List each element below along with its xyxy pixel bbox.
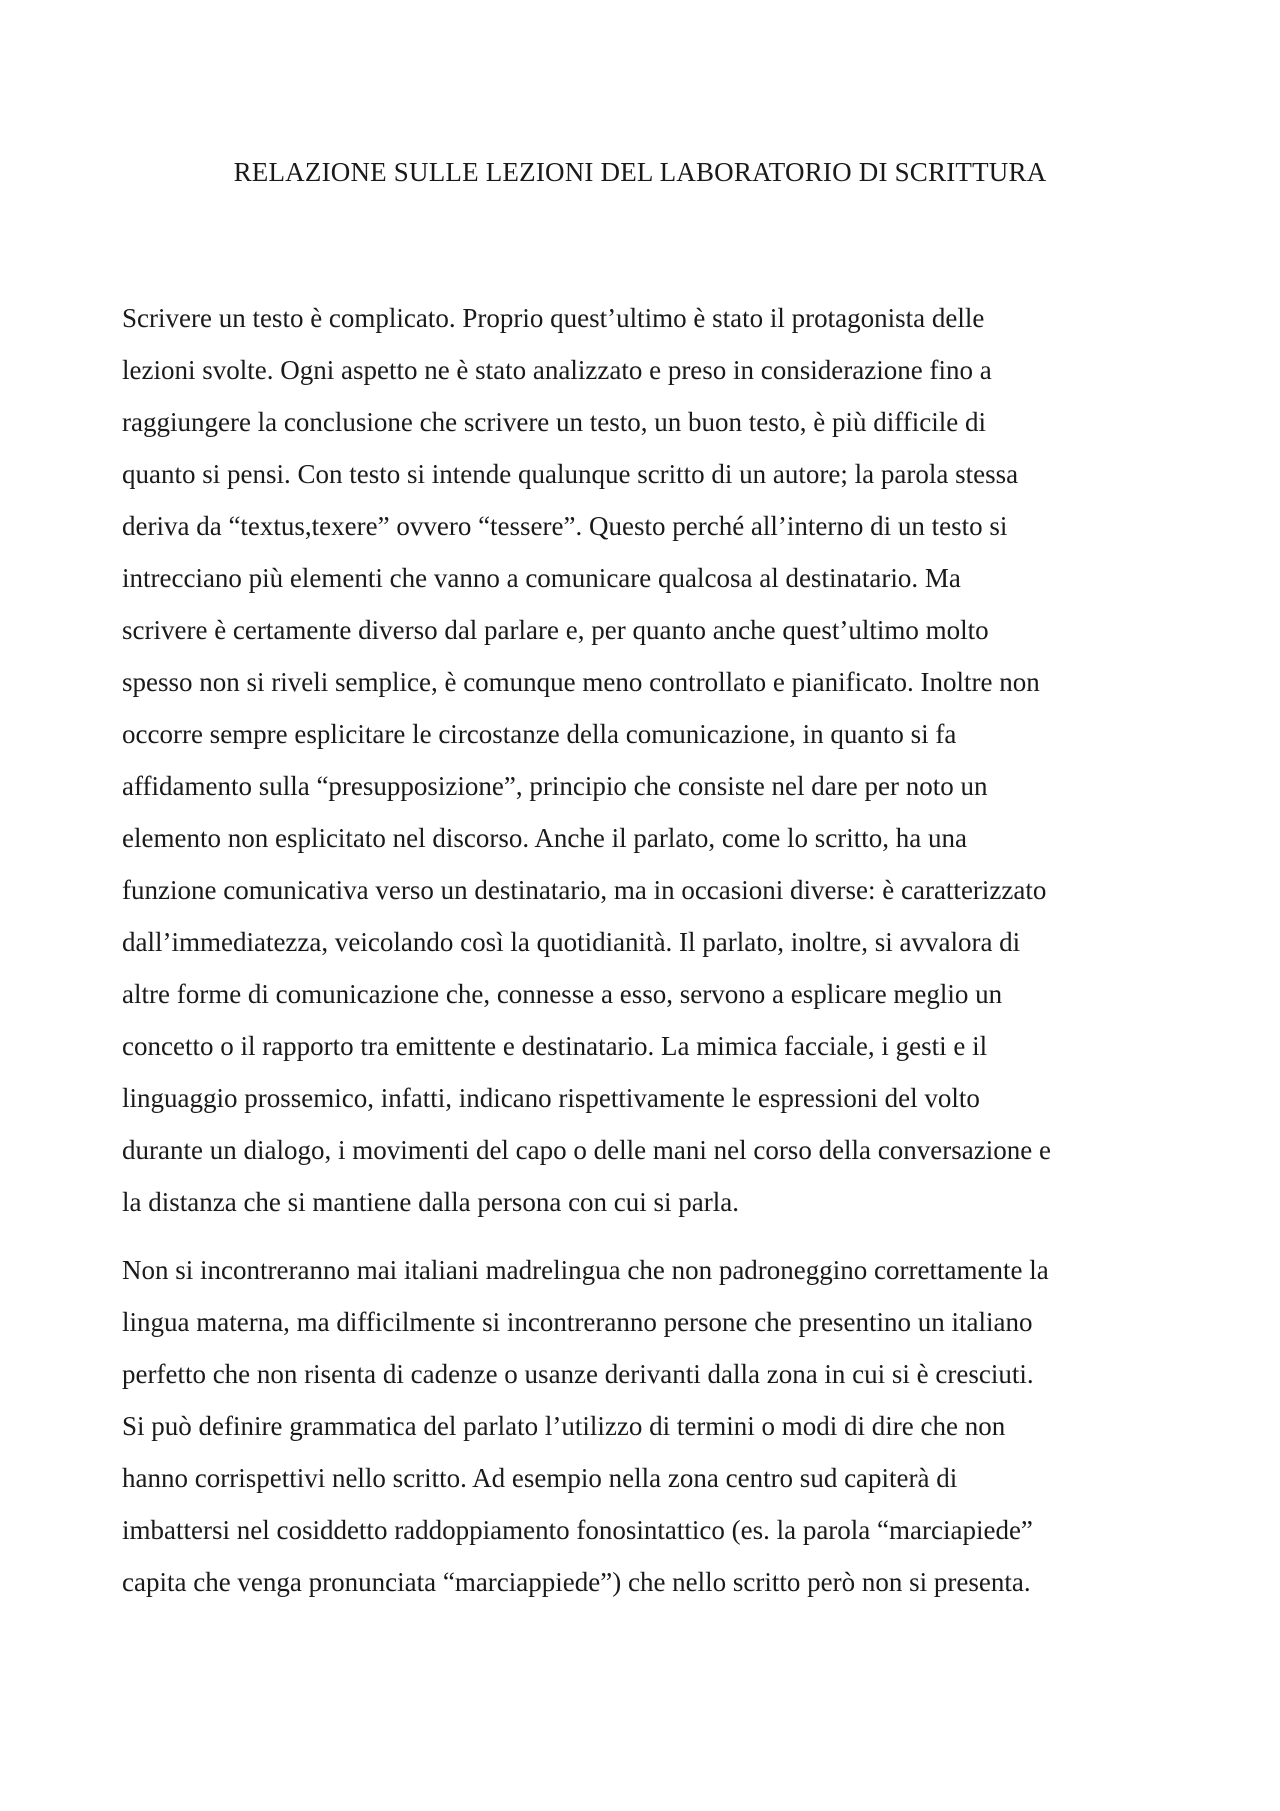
paragraph-2 [122,1244,1182,1608]
text-line: elemento non esplicitato nel discorso. Anche il parlato, come lo scritto, ha una [122,823,968,853]
paragraph-spacer [122,1228,1182,1244]
text-line: la distanza che si mantiene dalla persona con cui si parla. [122,1187,740,1217]
text-line: occorre sempre esplicitare le circostanze della comunicazione, in quanto si fa [122,719,957,749]
text-line: spesso non si riveli semplice, è comunque meno controllato e pianificato. Inoltre non [122,667,1040,697]
text-line: raggiungere la conclusione che scrivere un testo, un buon testo, è più difficile di [122,407,986,437]
text-line: altre forme di comunicazione che, connesse a esso, servono a esplicare meglio un [122,979,1003,1009]
text-line: perfetto che non risenta di cadenze o usanze derivanti dalla zona in cui si è cresciuti. [122,1359,1034,1389]
document-body [122,292,1182,1608]
text-line: Non si incontreranno mai italiani madrelingua che non padroneggino correttamente la [122,1255,1049,1285]
text-line: lezioni svolte. Ogni aspetto ne è stato analizzato e preso in considerazione fino a [122,355,992,385]
text-line: capita che venga pronunciata “marciappiede”) che nello scritto però non si presenta. [122,1567,1031,1597]
text-line: dall’immediatezza, veicolando così la quotidianità. Il parlato, inoltre, si avvalora di [122,927,1021,957]
text-line: quanto si pensi. Con testo si intende qualunque scritto di un autore; la parola stessa [122,459,1019,489]
paragraph-1 [122,292,1182,1228]
text-line: imbattersi nel cosiddetto raddoppiamento fonosintattico (es. la parola “marciapiede” [122,1515,1033,1545]
text-line: intrecciano più elementi che vanno a comunicare qualcosa al destinatario. Ma [122,563,961,593]
text-line: funzione comunicativa verso un destinatario, ma in occasioni diverse: è caratterizzato [122,875,1047,905]
text-line: durante un dialogo, i movimenti del capo o delle mani nel corso della conversazione e [122,1135,1051,1165]
document-title: RELAZIONE SULLE LEZIONI DEL LABORATORIO DI SCRITTURA [233,157,1047,187]
text-line: linguaggio prossemico, infatti, indicano rispettivamente le espressioni del volto [122,1083,980,1113]
text-line: deriva da “textus,texere” ovvero “tessere”. Questo perché all’interno di un testo si [122,511,1008,541]
text-line: scrivere è certamente diverso dal parlare e, per quanto anche quest’ultimo molto [122,615,989,645]
text-line: Scrivere un testo è complicato. Proprio quest’ultimo è stato il protagonista delle [122,303,985,333]
text-line: affidamento sulla “presupposizione”, principio che consiste nel dare per noto un [122,771,988,801]
text-line: concetto o il rapporto tra emittente e destinatario. La mimica facciale, i gesti e il [122,1031,988,1061]
text-line: Si può definire grammatica del parlato l’utilizzo di termini o modi di dire che non [122,1411,1006,1441]
text-line: hanno corrispettivi nello scritto. Ad esempio nella zona centro sud capiterà di [122,1463,958,1493]
text-line: lingua materna, ma difficilmente si incontreranno persone che presentino un italiano [122,1307,1033,1337]
